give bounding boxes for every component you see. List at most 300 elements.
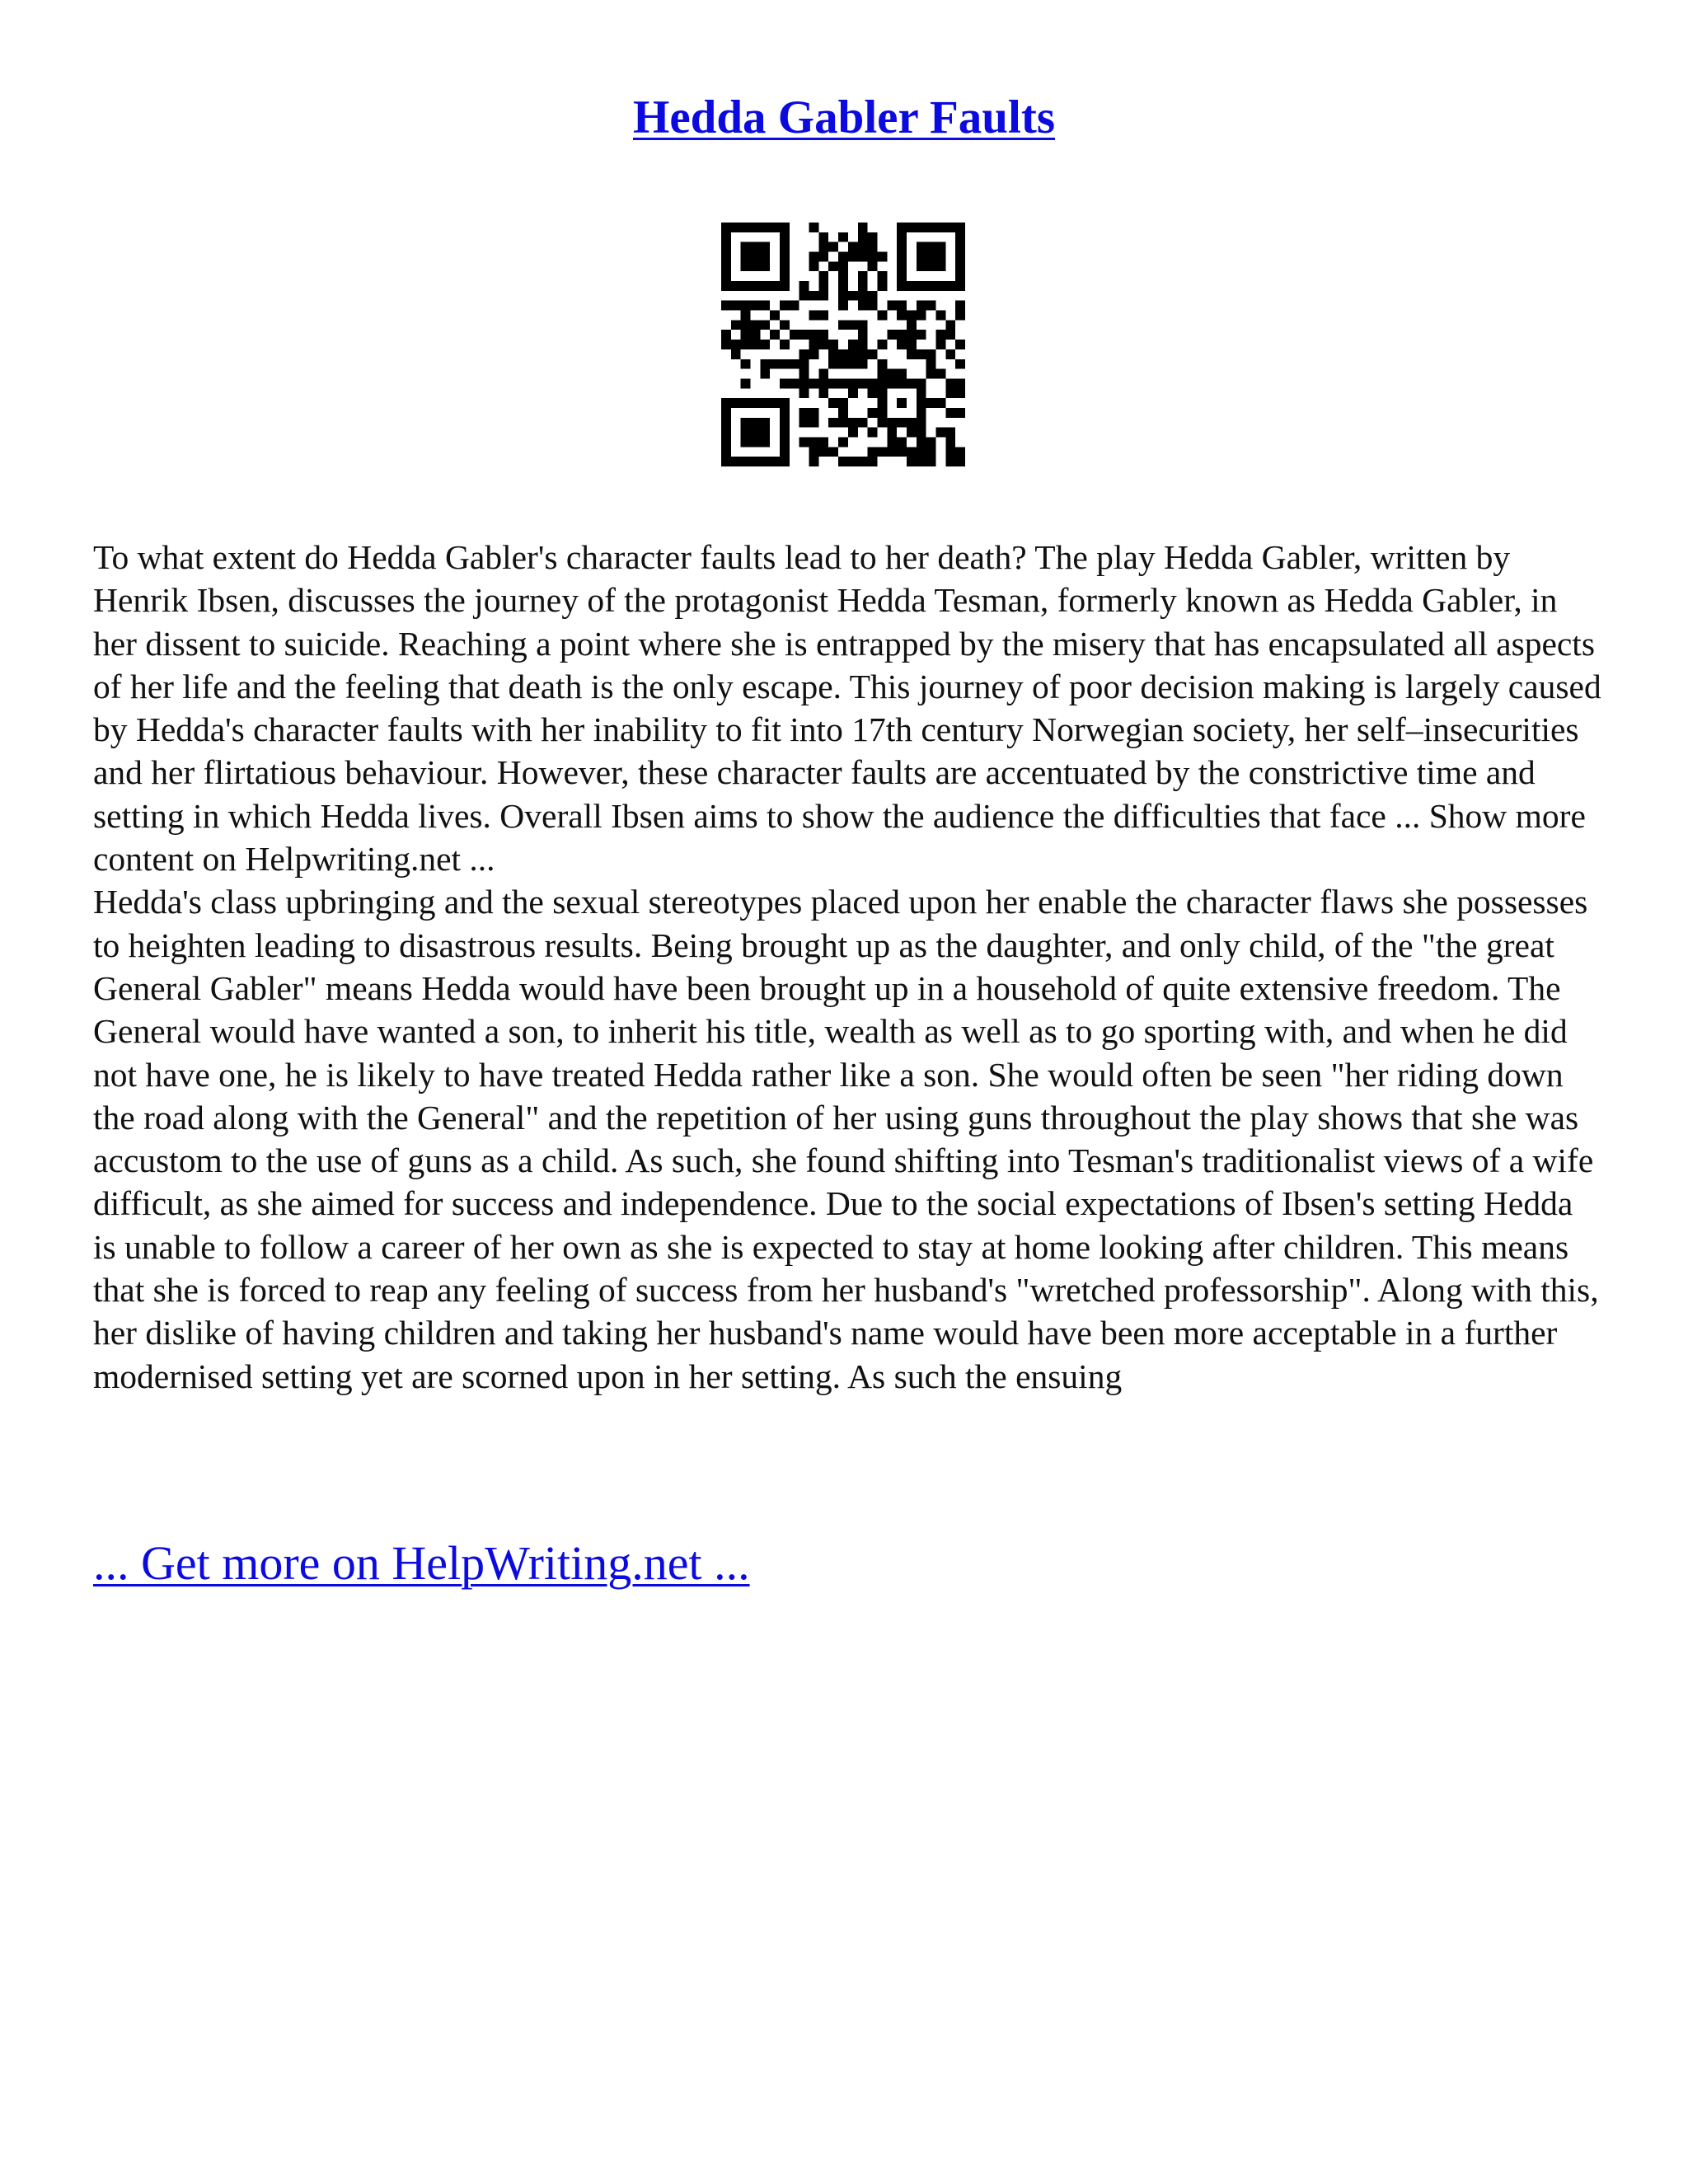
qr-module [760, 223, 770, 232]
qr-module [917, 378, 926, 388]
qr-module [751, 320, 761, 330]
qr-module [926, 349, 936, 359]
title-link[interactable]: Hedda Gabler Faults [633, 91, 1055, 143]
qr-module [917, 223, 926, 232]
qr-module [799, 291, 809, 301]
qr-module [858, 281, 868, 291]
qr-module [917, 349, 926, 359]
qr-module [780, 428, 790, 438]
qr-module [799, 378, 809, 388]
article-body [93, 536, 1601, 1398]
qr-module [838, 291, 848, 301]
qr-module [858, 301, 868, 311]
qr-module [809, 311, 819, 321]
qr-module [935, 281, 945, 291]
qr-module [751, 428, 761, 438]
qr-module [897, 437, 907, 447]
qr-module [848, 388, 858, 398]
qr-module [828, 398, 838, 408]
qr-module [935, 330, 945, 340]
qr-module [868, 242, 878, 252]
qr-module [848, 320, 858, 330]
qr-module [926, 301, 936, 311]
qr-module [858, 378, 868, 388]
qr-module [809, 378, 819, 388]
qr-module [897, 261, 907, 271]
qr-module [838, 349, 848, 359]
qr-module [877, 281, 887, 291]
qr-module [799, 359, 809, 369]
qr-module [897, 418, 907, 428]
qr-module [809, 291, 819, 301]
qr-module [907, 311, 917, 321]
qr-module [818, 291, 828, 301]
qr-module [799, 388, 809, 398]
qr-module [838, 271, 848, 281]
qr-module [945, 349, 955, 359]
qr-module [780, 340, 790, 349]
qr-module [917, 428, 926, 438]
qr-module [780, 447, 790, 457]
qr-module [858, 252, 868, 262]
qr-module [945, 428, 955, 438]
qr-module [809, 223, 819, 232]
qr-module [838, 378, 848, 388]
qr-module [780, 301, 790, 311]
qr-module [760, 457, 770, 466]
qr-module [760, 261, 770, 271]
qr-module [818, 281, 828, 291]
qr-module [945, 457, 955, 466]
qr-module [751, 418, 761, 428]
qr-module [838, 281, 848, 291]
qr-module [858, 330, 868, 340]
qr-module [935, 252, 945, 262]
qr-module [818, 437, 828, 447]
qr-module [955, 388, 965, 398]
qr-module [935, 340, 945, 349]
qr-module [770, 223, 780, 232]
qr-module [809, 261, 819, 271]
qr-module [741, 340, 751, 349]
qr-module [809, 418, 819, 428]
qr-module [877, 408, 887, 418]
qr-module [907, 349, 917, 359]
qr-module [741, 252, 751, 262]
qr-module [828, 242, 838, 252]
qr-module [751, 281, 761, 291]
qr-module [818, 340, 828, 349]
qr-module [828, 447, 838, 457]
qr-module [731, 349, 741, 359]
qr-module [848, 291, 858, 301]
qr-module [741, 398, 751, 408]
qr-module [858, 242, 868, 252]
qr-module [926, 447, 936, 457]
qr-module [809, 340, 819, 349]
qr-module [917, 408, 926, 418]
qr-module [741, 311, 751, 321]
qr-module [799, 437, 809, 447]
qr-module [741, 301, 751, 311]
qr-module [907, 378, 917, 388]
qr-module [721, 232, 731, 242]
qr-module [751, 242, 761, 252]
qr-module [780, 223, 790, 232]
qr-module [887, 437, 897, 447]
qr-module [945, 320, 955, 330]
qr-module [760, 428, 770, 438]
qr-module [907, 418, 917, 428]
qr-module [780, 437, 790, 447]
qr-module [955, 311, 965, 321]
qr-module [907, 428, 917, 438]
qr-module [799, 418, 809, 428]
qr-module [907, 320, 917, 330]
qr-module [721, 457, 731, 466]
qr-module [868, 457, 878, 466]
qr-module [721, 271, 731, 281]
qr-module [770, 311, 780, 321]
qr-module [897, 369, 907, 379]
qr-module [935, 428, 945, 438]
qr-module [818, 271, 828, 281]
qr-module [751, 261, 761, 271]
paragraph-1: To what extent do Hedda Gabler's character faults lead to her death? The play Hedda Gabler, written by Henrik Ibsen, discusses the journey of the protagonist Hedda Tesman, formerly known as Hedda Gabler, in her dissent to suicide. Reaching a point where she is entrapped by the misery that has encapsulated all aspects of her life and the feeling that death is the only escape. This journey of poor decision making is largely caused by Hedda's character faults with her inability to fit into 17th century Norwegian society, her self–insecurities and her flirtatious behaviour. However, these character faults are accentuated by the constrictive time and setting in which Hedda lives. Overall Ibsen aims to show the audience the difficulties that face ... Show more content on Helpwriting.net ... [93, 538, 1601, 879]
qr-module [955, 378, 965, 388]
qr-module [868, 428, 878, 438]
qr-module [780, 359, 790, 369]
qr-module [897, 330, 907, 340]
qr-module [741, 418, 751, 428]
qr-module [955, 252, 965, 262]
qr-module [926, 437, 936, 447]
qr-module [926, 242, 936, 252]
qr-module [887, 301, 897, 311]
qr-module [760, 281, 770, 291]
qr-module [945, 437, 955, 447]
qr-module [887, 369, 897, 379]
qr-module [818, 242, 828, 252]
qr-module [877, 359, 887, 369]
qr-module [858, 349, 868, 359]
qr-module [760, 252, 770, 262]
qr-module [760, 398, 770, 408]
qr-module [907, 330, 917, 340]
qr-module [907, 340, 917, 349]
qr-module [809, 437, 819, 447]
qr-module [721, 242, 731, 252]
qr-module [721, 261, 731, 271]
qr-module [955, 281, 965, 291]
qr-module [838, 261, 848, 271]
qr-module [897, 281, 907, 291]
qr-module [955, 261, 965, 271]
qr-module [818, 369, 828, 379]
qr-module [868, 291, 878, 301]
qr-module [741, 359, 751, 369]
qr-module [721, 223, 731, 232]
qr-module [751, 437, 761, 447]
qr-module [868, 301, 878, 311]
qr-module [955, 359, 965, 369]
qr-module [858, 291, 868, 301]
qr-module [848, 457, 858, 466]
qr-module [828, 340, 838, 349]
qr-module [848, 428, 858, 438]
qr-module [945, 378, 955, 388]
qr-module [780, 457, 790, 466]
qr-module [887, 378, 897, 388]
qr-module [907, 457, 917, 466]
qr-module [731, 457, 741, 466]
qr-module [721, 281, 731, 291]
qr-module [780, 232, 790, 242]
qr-module [780, 261, 790, 271]
qr-module [868, 349, 878, 359]
qr-module [838, 320, 848, 330]
qr-module [809, 349, 819, 359]
qr-module [741, 457, 751, 466]
qr-module [877, 340, 887, 349]
qr-module [760, 437, 770, 447]
qr-module [721, 252, 731, 262]
qr-module [760, 359, 770, 369]
qr-module [897, 223, 907, 232]
qr-module [877, 311, 887, 321]
qr-module [790, 301, 799, 311]
qr-module [721, 330, 731, 340]
qr-module [751, 330, 761, 340]
qr-module [935, 369, 945, 379]
qr-module [770, 359, 780, 369]
qr-module [897, 378, 907, 388]
qr-module [838, 408, 848, 418]
qr-module [721, 408, 731, 418]
qr-module [721, 340, 731, 349]
qr-module [790, 359, 799, 369]
qr-module [721, 301, 731, 311]
qr-module [751, 340, 761, 349]
qr-module [751, 252, 761, 262]
qr-module [828, 261, 838, 271]
qr-module [955, 457, 965, 466]
qr-module [721, 447, 731, 457]
qr-module [935, 398, 945, 408]
qr-module [780, 398, 790, 408]
qr-module [926, 281, 936, 291]
qr-module [945, 223, 955, 232]
qr-module [799, 408, 809, 418]
qr-module [917, 261, 926, 271]
qr-module [721, 418, 731, 428]
qr-module [926, 398, 936, 408]
qr-module [760, 340, 770, 349]
qr-module [858, 359, 868, 369]
qr-module [741, 281, 751, 291]
qr-module [868, 378, 878, 388]
qr-module [809, 457, 819, 466]
qr-module [760, 320, 770, 330]
qr-module [799, 281, 809, 291]
qr-module [955, 232, 965, 242]
qr-module [887, 330, 897, 340]
qr-module [848, 359, 858, 369]
qr-module [741, 223, 751, 232]
qr-module [897, 252, 907, 262]
qr-module [955, 223, 965, 232]
qr-module [809, 252, 819, 262]
qr-module [935, 311, 945, 321]
qr-module [818, 378, 828, 388]
qr-module [828, 418, 838, 428]
qr-module [877, 447, 887, 457]
qr-module [818, 232, 828, 242]
qr-module [731, 340, 741, 349]
qr-module [741, 428, 751, 438]
qr-module [780, 242, 790, 252]
qr-module [790, 378, 799, 388]
qr-module [917, 388, 926, 398]
get-more-link[interactable]: ... Get more on HelpWriting.net ... [93, 1536, 750, 1590]
qr-module [858, 418, 868, 428]
qr-module [809, 447, 819, 457]
qr-module [760, 418, 770, 428]
qr-module [848, 349, 858, 359]
qr-module [955, 242, 965, 252]
qr-module [926, 369, 936, 379]
qr-module [780, 378, 790, 388]
get-more-link-container [93, 1535, 750, 1592]
qr-module [751, 457, 761, 466]
qr-module [917, 330, 926, 340]
qr-module [838, 301, 848, 311]
qr-module [917, 252, 926, 262]
qr-module [848, 340, 858, 349]
qr-module [751, 398, 761, 408]
qr-module [917, 311, 926, 321]
page-title [0, 89, 1688, 147]
qr-module [955, 447, 965, 457]
qr-module [741, 242, 751, 252]
qr-module [838, 437, 848, 447]
qr-module [838, 457, 848, 466]
qr-module [917, 301, 926, 311]
qr-module [868, 408, 878, 418]
qr-module [926, 359, 936, 369]
qr-module [887, 418, 897, 428]
qr-module [877, 252, 887, 262]
qr-module [799, 330, 809, 340]
qr-module [897, 301, 907, 311]
qr-module [848, 378, 858, 388]
qr-module [858, 223, 868, 232]
qr-module [917, 447, 926, 457]
qr-module [917, 418, 926, 428]
qr-module [818, 447, 828, 457]
qr-module [741, 261, 751, 271]
qr-module [945, 330, 955, 340]
qr-module [917, 437, 926, 447]
qr-module [731, 398, 741, 408]
qr-module [780, 252, 790, 262]
qr-module [935, 242, 945, 252]
qr-module [868, 232, 878, 242]
qr-module [897, 447, 907, 457]
qr-module [887, 428, 897, 438]
qr-module [741, 320, 751, 330]
qr-module [838, 398, 848, 408]
qr-module [809, 330, 819, 340]
qr-module [868, 261, 878, 271]
qr-module [907, 281, 917, 291]
qr-module [945, 388, 955, 398]
qr-module [780, 418, 790, 428]
qr-module [818, 311, 828, 321]
qr-module [741, 378, 751, 388]
qr-code-icon [721, 223, 965, 466]
qr-module [926, 261, 936, 271]
qr-module [917, 281, 926, 291]
qr-module [868, 388, 878, 398]
qr-module [751, 223, 761, 232]
qr-module [897, 271, 907, 281]
qr-module [868, 252, 878, 262]
qr-module [858, 320, 868, 330]
qr-module [780, 408, 790, 418]
qr-module [897, 242, 907, 252]
qr-module [721, 398, 731, 408]
paragraph-2: Hedda's class upbringing and the sexual stereotypes placed upon her enable the character flaws she possesses to heighten leading to disastrous results. Being brought up as the daughter, and only child, of the "the great General Gabler" means Hedda would have been brought up in a household of quite extensive freedom. The General would have wanted a son, to inherit his title, wealth as well as to go sporting with, and when he did not have one, he is likely to have treated Hedda rather like a son. She would often be seen "her riding down the road along with the General" and the repetition of her using guns throughout the play shows that she was accustom to the use of guns as a child. As such, she found shifting into Tesman's traditionalist views of a wife difficult, as she aimed for success and independence. Due to the social expectations of Ibsen's setting Hedda is unable to follow a career of her own as she is expected to stay at home looking after children. This means that she is forced to reap any feeling of success from her husband's "wretched professorship". Along with this, her dislike of having children and taking her husband's name would have been more acceptable in a further modernised setting yet are scorned upon in her setting. As such the ensuing [93, 883, 1599, 1395]
qr-module [770, 457, 780, 466]
qr-module [770, 398, 780, 408]
qr-module [945, 408, 955, 418]
qr-module [838, 232, 848, 242]
qr-module [955, 301, 965, 311]
qr-module [760, 301, 770, 311]
qr-module [955, 408, 965, 418]
qr-module [818, 252, 828, 262]
qr-module [897, 398, 907, 408]
qr-module [848, 418, 858, 428]
qr-module [917, 457, 926, 466]
qr-module [828, 359, 838, 369]
qr-module [809, 408, 819, 418]
qr-module [877, 388, 887, 398]
qr-module [955, 271, 965, 281]
qr-module [838, 252, 848, 262]
qr-module [731, 223, 741, 232]
qr-module [838, 359, 848, 369]
qr-module [799, 369, 809, 379]
qr-module [731, 301, 741, 311]
qr-module [848, 252, 858, 262]
qr-module [955, 340, 965, 349]
qr-module [828, 378, 838, 388]
qr-module [848, 242, 858, 252]
qr-module [907, 447, 917, 457]
qr-module [770, 330, 780, 340]
qr-module [868, 447, 878, 457]
qr-module [731, 281, 741, 291]
qr-module [780, 271, 790, 281]
qr-module [945, 281, 955, 291]
qr-module [877, 418, 887, 428]
qr-module [926, 252, 936, 262]
qr-module [721, 437, 731, 447]
qr-module [877, 271, 887, 281]
qr-module [838, 418, 848, 428]
